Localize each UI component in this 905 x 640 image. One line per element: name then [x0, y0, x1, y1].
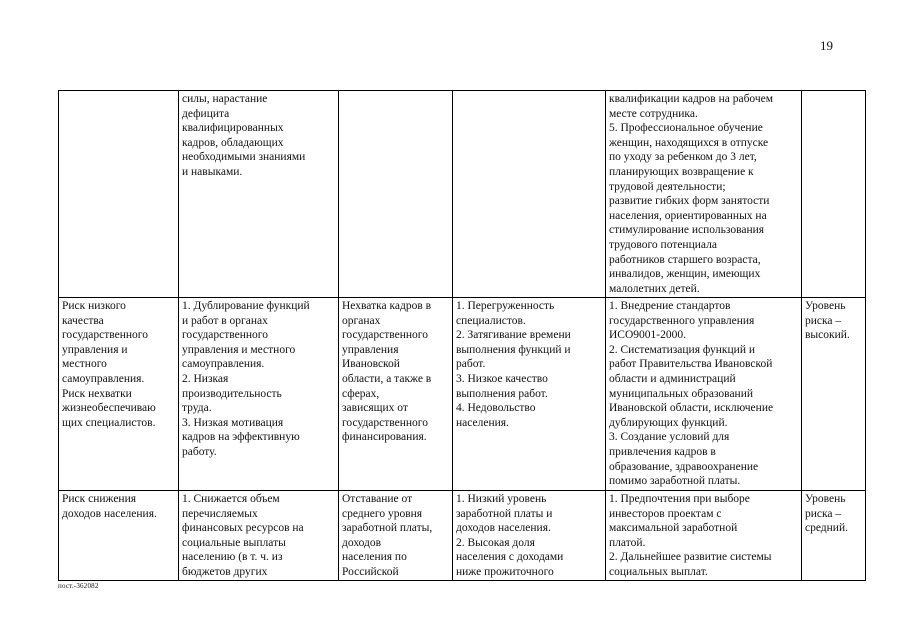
- consequences-cell: 1. Низкий уровень заработной платы и доходов населения. 2. Высокая доля населения с доходами ниже прожиточного: [453, 491, 606, 581]
- factors-cell: [339, 91, 453, 298]
- causes-cell: 1. Дублирование функций и работ в органах государственного управления и местного самоуправления. 2. Низкая производительность труда. 3. Низкая мотивация кадров на эффективную работу.: [179, 298, 339, 491]
- footer-document-code: пост.-362082: [58, 582, 99, 590]
- table-row: [59, 91, 866, 298]
- risk-table: [58, 90, 866, 581]
- measures-cell: 1. Предпочтения при выборе инвесторов проектам с максимальной заработной платой. 2. Дальнейшее развитие системы социальных выплат.: [606, 491, 802, 581]
- factors-cell: Отставание от среднего уровня заработной платы, доходов населения по Российской: [339, 491, 453, 581]
- measures-cell: 1. Внедрение стандартов государственного управления ИСО9001-2000. 2. Систематизация функций и работ Правительства Ивановской области и администраций муниципальных образований Ивановской области, исключение дублирующих функций. 3. Создание условий для привлечения кадров в образование, здравоохранение помимо заработной платы.: [606, 298, 802, 491]
- table-row: [59, 298, 866, 491]
- measures-cell: квалификации кадров на рабочем месте сотрудника. 5. Профессиональное обучение женщин, находящихся в отпуске по уходу за ребенком до 3 лет, планирующих возвращение к трудовой деятельности; развитие гибких форм занятости населения, ориентированных на стимулирование использования трудового потенциала работников старшего возраста, инвалидов, женщин, имеющих малолетних детей.: [606, 91, 802, 298]
- risk-level-cell: [802, 91, 866, 298]
- table-row: [59, 491, 866, 581]
- risk-cell: [59, 91, 179, 298]
- risk-cell: Риск снижения доходов населения.: [59, 491, 179, 581]
- causes-cell: силы, нарастание дефицита квалифицированных кадров, обладающих необходимыми знаниями и навыками.: [179, 91, 339, 298]
- page-number: 19: [820, 38, 833, 53]
- risk-level-cell: Уровень риска – высокий.: [802, 298, 866, 491]
- risk-level-cell: Уровень риска – средний.: [802, 491, 866, 581]
- consequences-cell: [453, 91, 606, 298]
- factors-cell: Нехватка кадров в органах государственного управления Ивановской области, а также в сферах, зависящих от государственного финансирования.: [339, 298, 453, 491]
- consequences-cell: 1. Перегруженность специалистов. 2. Затягивание времени выполнения функций и работ. 3. Низкое качество выполнения работ. 4. Недовольство населения.: [453, 298, 606, 491]
- causes-cell: 1. Снижается объем перечисляемых финансовых ресурсов на социальные выплаты населению (в т. ч. из бюджетов других: [179, 491, 339, 581]
- risk-cell: Риск низкого качества государственного управления и местного самоуправления. Риск нехватки жизнеобеспечиваю щих специалистов.: [59, 298, 179, 491]
